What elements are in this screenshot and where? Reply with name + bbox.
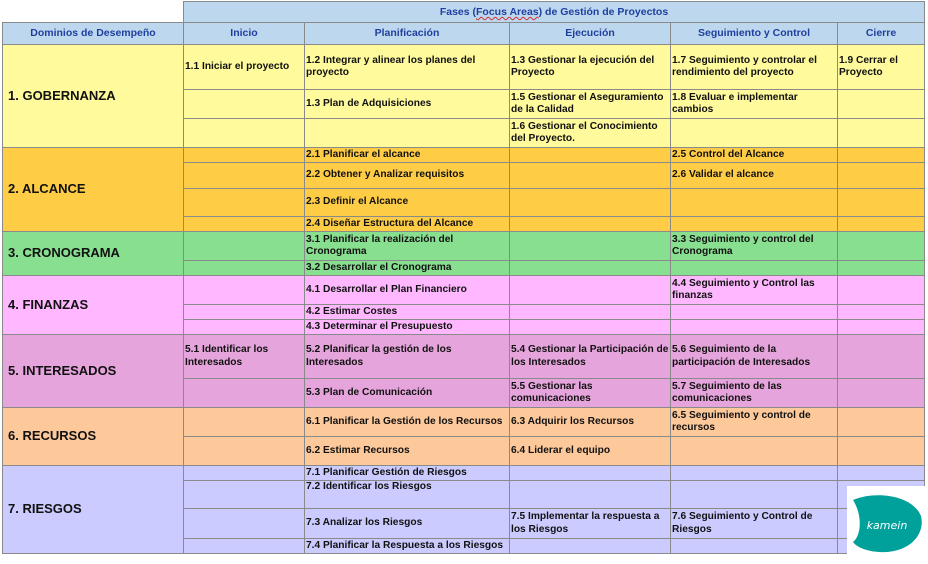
domain-riesgos (3, 466, 925, 554)
process-cell: 7.6 Seguimiento y Control de Riesgos (671, 509, 838, 539)
domain-alcance (3, 148, 925, 232)
empty-cell (838, 335, 925, 379)
kamein-logo (847, 486, 925, 558)
empty-cell (510, 148, 671, 163)
empty-cell (671, 466, 838, 481)
process-cell: 4.4 Seguimiento y Control las finanzas (671, 276, 838, 305)
process-cell: 3.1 Planificar la realización del Cronograma (305, 232, 510, 261)
empty-cell (510, 276, 671, 305)
empty-cell (184, 379, 305, 408)
process-cell: 1.1 Iniciar el proyecto (184, 45, 305, 90)
process-cell: 1.3 Plan de Adquisiciones (305, 90, 510, 119)
empty-cell (184, 305, 305, 320)
empty-cell (671, 261, 838, 276)
empty-cell (184, 189, 305, 217)
empty-cell (510, 481, 671, 509)
process-cell: 1.2 Integrar y alinear los planes del proyecto (305, 45, 510, 90)
process-cell: 4.3 Determinar el Presupuesto (305, 320, 510, 335)
fases-title-focus: Focus Areas (476, 5, 539, 18)
process-cell: 6.4 Liderar el equipo (510, 437, 671, 466)
empty-cell (838, 261, 925, 276)
empty-cell (510, 539, 671, 554)
process-cell: 3.2 Desarrollar el Cronograma (305, 261, 510, 276)
empty-cell (184, 232, 305, 261)
process-cell: 1.9 Cerrar el Proyecto (838, 45, 925, 90)
empty-cell (184, 119, 305, 148)
empty-cell (671, 305, 838, 320)
empty-cell (184, 509, 305, 539)
empty-cell (671, 119, 838, 148)
process-cell: 1.3 Gestionar la ejecución del Proyecto (510, 45, 671, 90)
table-row (3, 276, 925, 305)
empty-cell (838, 437, 925, 466)
domain-label: 2. ALCANCE (3, 148, 184, 232)
table-row (3, 466, 925, 481)
process-cell: 2.6 Validar el alcance (671, 163, 838, 189)
process-cell: 4.1 Desarrollar el Plan Financiero (305, 276, 510, 305)
col-header-dominios: Dominios de Desempeño (3, 23, 184, 45)
fases-header-row (3, 2, 925, 23)
table-row (3, 335, 925, 379)
empty-cell (510, 305, 671, 320)
domain-label: 3. CRONOGRAMA (3, 232, 184, 276)
process-cell: 2.4 Diseñar Estructura del Alcance (305, 217, 510, 232)
table-row (3, 148, 925, 163)
empty-cell (838, 276, 925, 305)
empty-cell (510, 163, 671, 189)
empty-cell (184, 437, 305, 466)
empty-cell (184, 163, 305, 189)
empty-cell (838, 379, 925, 408)
empty-cell (838, 466, 925, 481)
empty-cell (838, 305, 925, 320)
empty-cell (510, 466, 671, 481)
col-header-ejecucion: Ejecución (510, 23, 671, 45)
process-cell: 1.5 Gestionar el Aseguramiento de la Calidad (510, 90, 671, 119)
process-cell: 1.8 Evaluar e implementar cambios (671, 90, 838, 119)
process-cell: 5.6 Seguimiento de la participación de Interesados (671, 335, 838, 379)
empty-cell (510, 320, 671, 335)
process-cell: 2.1 Planificar el alcance (305, 148, 510, 163)
fases-title (184, 2, 925, 23)
process-cell: 7.5 Implementar la respuesta a los Riesgos (510, 509, 671, 539)
process-cell: 7.2 Identificar los Riesgos (305, 481, 510, 509)
process-cell: 5.3 Plan de Comunicación (305, 379, 510, 408)
empty-cell (510, 261, 671, 276)
domain-gobernanza (3, 45, 925, 148)
domain-finanzas (3, 276, 925, 335)
empty-cell (184, 276, 305, 305)
empty-cell (838, 163, 925, 189)
process-cell: 2.2 Obtener y Analizar requisitos (305, 163, 510, 189)
empty-cell (671, 217, 838, 232)
empty-cell (671, 189, 838, 217)
empty-cell (184, 148, 305, 163)
kamein-logo-mark (847, 486, 925, 558)
fases-title-pre: Fases ( (439, 5, 476, 18)
empty-cell (671, 437, 838, 466)
empty-cell (838, 119, 925, 148)
process-cell: 1.6 Gestionar el Conocimiento del Proyecto. (510, 119, 671, 148)
domain-label: 1. GOBERNANZA (3, 45, 184, 148)
empty-cell (184, 261, 305, 276)
column-header-row (3, 23, 925, 45)
process-cell: 5.2 Planificar la gestión de los Interesados (305, 335, 510, 379)
domain-label: 5. INTERESADOS (3, 335, 184, 408)
process-cell: 5.4 Gestionar la Participación de los Interesados (510, 335, 671, 379)
domain-recursos (3, 408, 925, 466)
domain-label: 4. FINANZAS (3, 276, 184, 335)
process-cell: 6.1 Planificar la Gestión de los Recursos (305, 408, 510, 437)
col-header-inicio: Inicio (184, 23, 305, 45)
logo-text: kamein (866, 519, 908, 532)
process-cell: 5.7 Seguimiento de las comunicaciones (671, 379, 838, 408)
process-cell: 4.2 Estimar Costes (305, 305, 510, 320)
empty-cell (305, 119, 510, 148)
empty-cell (838, 189, 925, 217)
empty-cell (838, 232, 925, 261)
empty-cell (510, 189, 671, 217)
domain-cronograma (3, 232, 925, 276)
empty-cell (838, 408, 925, 437)
process-cell: 5.5 Gestionar las comunicaciones (510, 379, 671, 408)
process-matrix-table (2, 1, 925, 554)
process-cell: 7.4 Planificar la Respuesta a los Riesgos (305, 539, 510, 554)
empty-cell (510, 232, 671, 261)
empty-cell (184, 320, 305, 335)
process-cell: 3.3 Seguimiento y control del Cronograma (671, 232, 838, 261)
process-cell: 2.5 Control del Alcance (671, 148, 838, 163)
fases-title-post: ) de Gestión de Proyectos (538, 5, 669, 18)
process-cell: 7.3 Analizar los Riesgos (305, 509, 510, 539)
domain-label: 6. RECURSOS (3, 408, 184, 466)
col-header-cierre: Cierre (838, 23, 925, 45)
table-row (3, 45, 925, 90)
domain-interesados (3, 335, 925, 408)
empty-cell (671, 539, 838, 554)
table-row (3, 408, 925, 437)
process-cell: 1.7 Seguimiento y controlar el rendimiento del proyecto (671, 45, 838, 90)
empty-cell (838, 90, 925, 119)
process-cell: 7.1 Planificar Gestión de Riesgos (305, 466, 510, 481)
empty-cell (838, 320, 925, 335)
process-cell: 6.3 Adquirir los Recursos (510, 408, 671, 437)
empty-cell (838, 217, 925, 232)
blank-corner (3, 2, 184, 23)
empty-cell (184, 408, 305, 437)
domain-label: 7. RIESGOS (3, 466, 184, 554)
process-cell: 2.3 Definir el Alcance (305, 189, 510, 217)
col-header-planificacion: Planificación (305, 23, 510, 45)
table-row (3, 232, 925, 261)
process-cell: 5.1 Identificar los Interesados (184, 335, 305, 379)
col-header-seguimiento: Seguimiento y Control (671, 23, 838, 45)
process-cell: 6.5 Seguimiento y control de recursos (671, 408, 838, 437)
empty-cell (184, 539, 305, 554)
empty-cell (184, 481, 305, 509)
empty-cell (671, 320, 838, 335)
empty-cell (671, 481, 838, 509)
empty-cell (184, 217, 305, 232)
empty-cell (510, 217, 671, 232)
empty-cell (184, 466, 305, 481)
process-cell: 6.2 Estimar Recursos (305, 437, 510, 466)
empty-cell (838, 148, 925, 163)
empty-cell (184, 90, 305, 119)
